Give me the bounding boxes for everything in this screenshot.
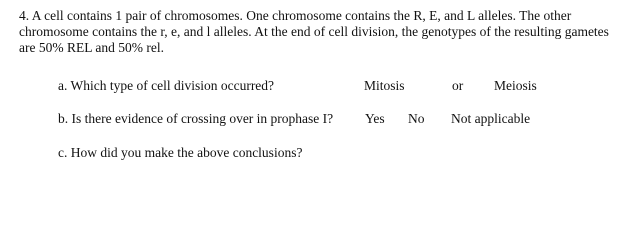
option-separator-or: or — [452, 78, 464, 93]
question-text: 4. A cell contains 1 pair of chromosomes. One chromosome contains the R, E, and L alleles. The other chromosome contains the r, e, and l alleles. At the end of cell division, the genotypes of the resulting gametes are 50% REL and 50% rel. — [19, 8, 609, 55]
part-c-question: c. How did you make the above conclusions? — [58, 145, 303, 160]
option-not-applicable: Not applicable — [451, 111, 531, 126]
option-meiosis: Meiosis — [494, 78, 537, 93]
option-yes: Yes — [365, 111, 385, 126]
option-no: No — [408, 111, 425, 126]
part-a-question: a. Which type of cell division occurred? — [58, 78, 275, 93]
part-b-question: b. Is there evidence of crossing over in prophase I? — [58, 111, 334, 126]
option-mitosis: Mitosis — [364, 78, 405, 93]
